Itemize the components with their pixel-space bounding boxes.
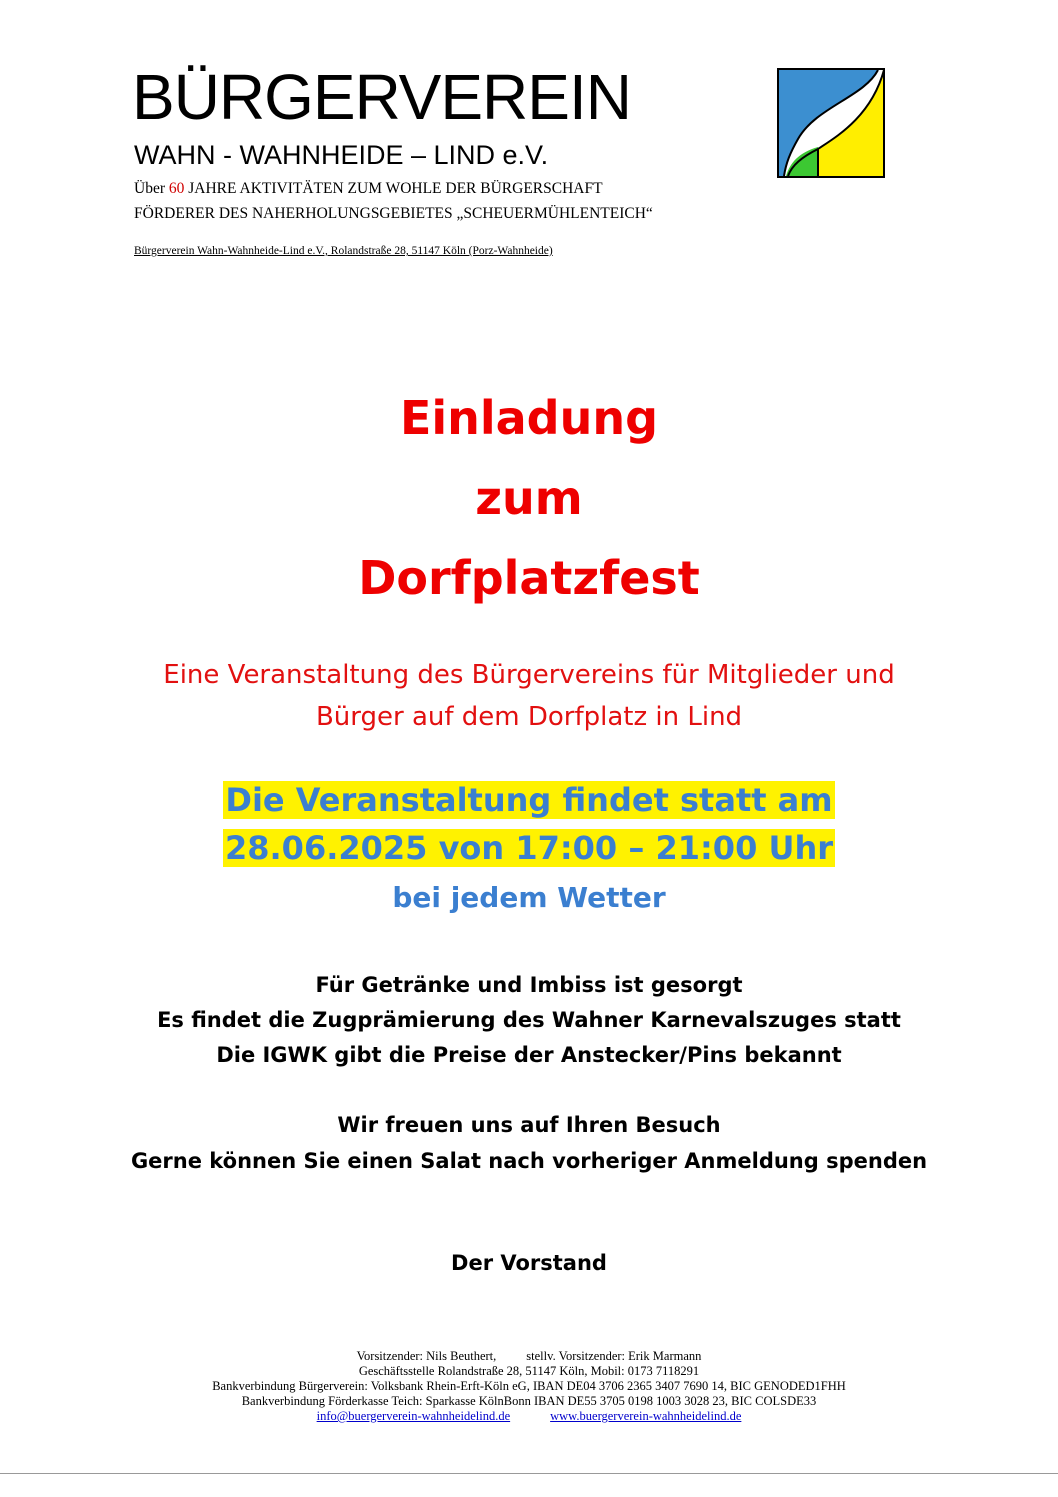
sender-address: Bürgerverein Wahn-Wahnheide-Lind e.V., Rolandstraße 28, 51147 Köln (Porz-Wahnheide) — [134, 245, 553, 257]
footer-email-link[interactable]: info@buergerverein-wahnheidelind.de — [316, 1409, 511, 1423]
title-line-1: Einladung — [399, 391, 659, 445]
footer-vice-chair: stellv. Vorsitzender: Erik Marmann — [526, 1349, 702, 1363]
footer — [0, 1349, 1058, 1424]
org-name: BÜRGERVEREIN — [132, 61, 631, 133]
title-line-3: Dorfplatzfest — [358, 551, 700, 605]
event-details — [0, 968, 1058, 1073]
footer-website-link[interactable]: www.buergerverein-wahnheidelind.de — [550, 1409, 742, 1423]
bottom-divider — [0, 1473, 1058, 1474]
event-date-line-1: Die Veranstaltung findet statt am — [225, 781, 833, 819]
event-date-line-2: 28.06.2025 von 17:00 – 21:00 Uhr — [224, 829, 834, 867]
title-line-2: zum — [475, 471, 583, 525]
detail-line: Für Getränke und Imbiss ist gesorgt — [315, 973, 743, 997]
tagline-post: JAHRE AKTIVITÄTEN ZUM WOHLE DER BÜRGERSCHAFT — [184, 180, 603, 197]
footer-bank-2: Bankverbindung Förderkasse Teich: Sparkasse KölnBonn IBAN DE55 3705 0198 1003 3028 23, BIC COLSDE33 — [241, 1394, 817, 1408]
tagline-years — [134, 180, 603, 198]
association-logo-icon — [776, 67, 886, 179]
tagline-pre: Über — [134, 180, 169, 197]
description-line-1: Eine Veranstaltung des Bürgervereins für Mitglieder und — [163, 660, 895, 690]
footer-chair: Vorsitzender: Nils Beuthert, — [356, 1349, 497, 1363]
footer-bank-1: Bankverbindung Bürgerverein: Volksbank Rhein-Erft-Köln eG, IBAN DE04 3706 2365 3407 7690 14, BIC GENODED1FHH — [212, 1379, 846, 1393]
signature: Der Vorstand — [451, 1251, 607, 1275]
weather-note: bei jedem Wetter — [392, 881, 666, 914]
tagline-promoter: FÖRDERER DES NAHERHOLUNGSGEBIETES „SCHEUERMÜHLENTEICH“ — [134, 205, 653, 222]
closing-line: Wir freuen uns auf Ihren Besuch — [337, 1113, 721, 1137]
org-subtitle: WAHN - WAHNHEIDE – LIND e.V. — [134, 140, 549, 170]
closing-text — [0, 1107, 1058, 1179]
footer-contact — [0, 1409, 1058, 1424]
invitation-title — [0, 378, 1058, 618]
footer-board — [0, 1349, 1058, 1364]
detail-line: Es findet die Zugprämierung des Wahner Karnevalszuges statt — [157, 1008, 901, 1032]
description-line-2: Bürger auf dem Dorfplatz in Lind — [315, 702, 743, 732]
footer-office: Geschäftsstelle Rolandstraße 28, 51147 Köln, Mobil: 0173 7118291 — [358, 1364, 700, 1378]
tagline-years-number: 60 — [168, 180, 185, 197]
event-description — [0, 654, 1058, 738]
detail-line: Die IGWK gibt die Preise der Anstecker/Pins bekannt — [216, 1043, 842, 1067]
event-date-block — [0, 776, 1058, 872]
closing-line: Gerne können Sie einen Salat nach vorheriger Anmeldung spenden — [130, 1149, 928, 1173]
